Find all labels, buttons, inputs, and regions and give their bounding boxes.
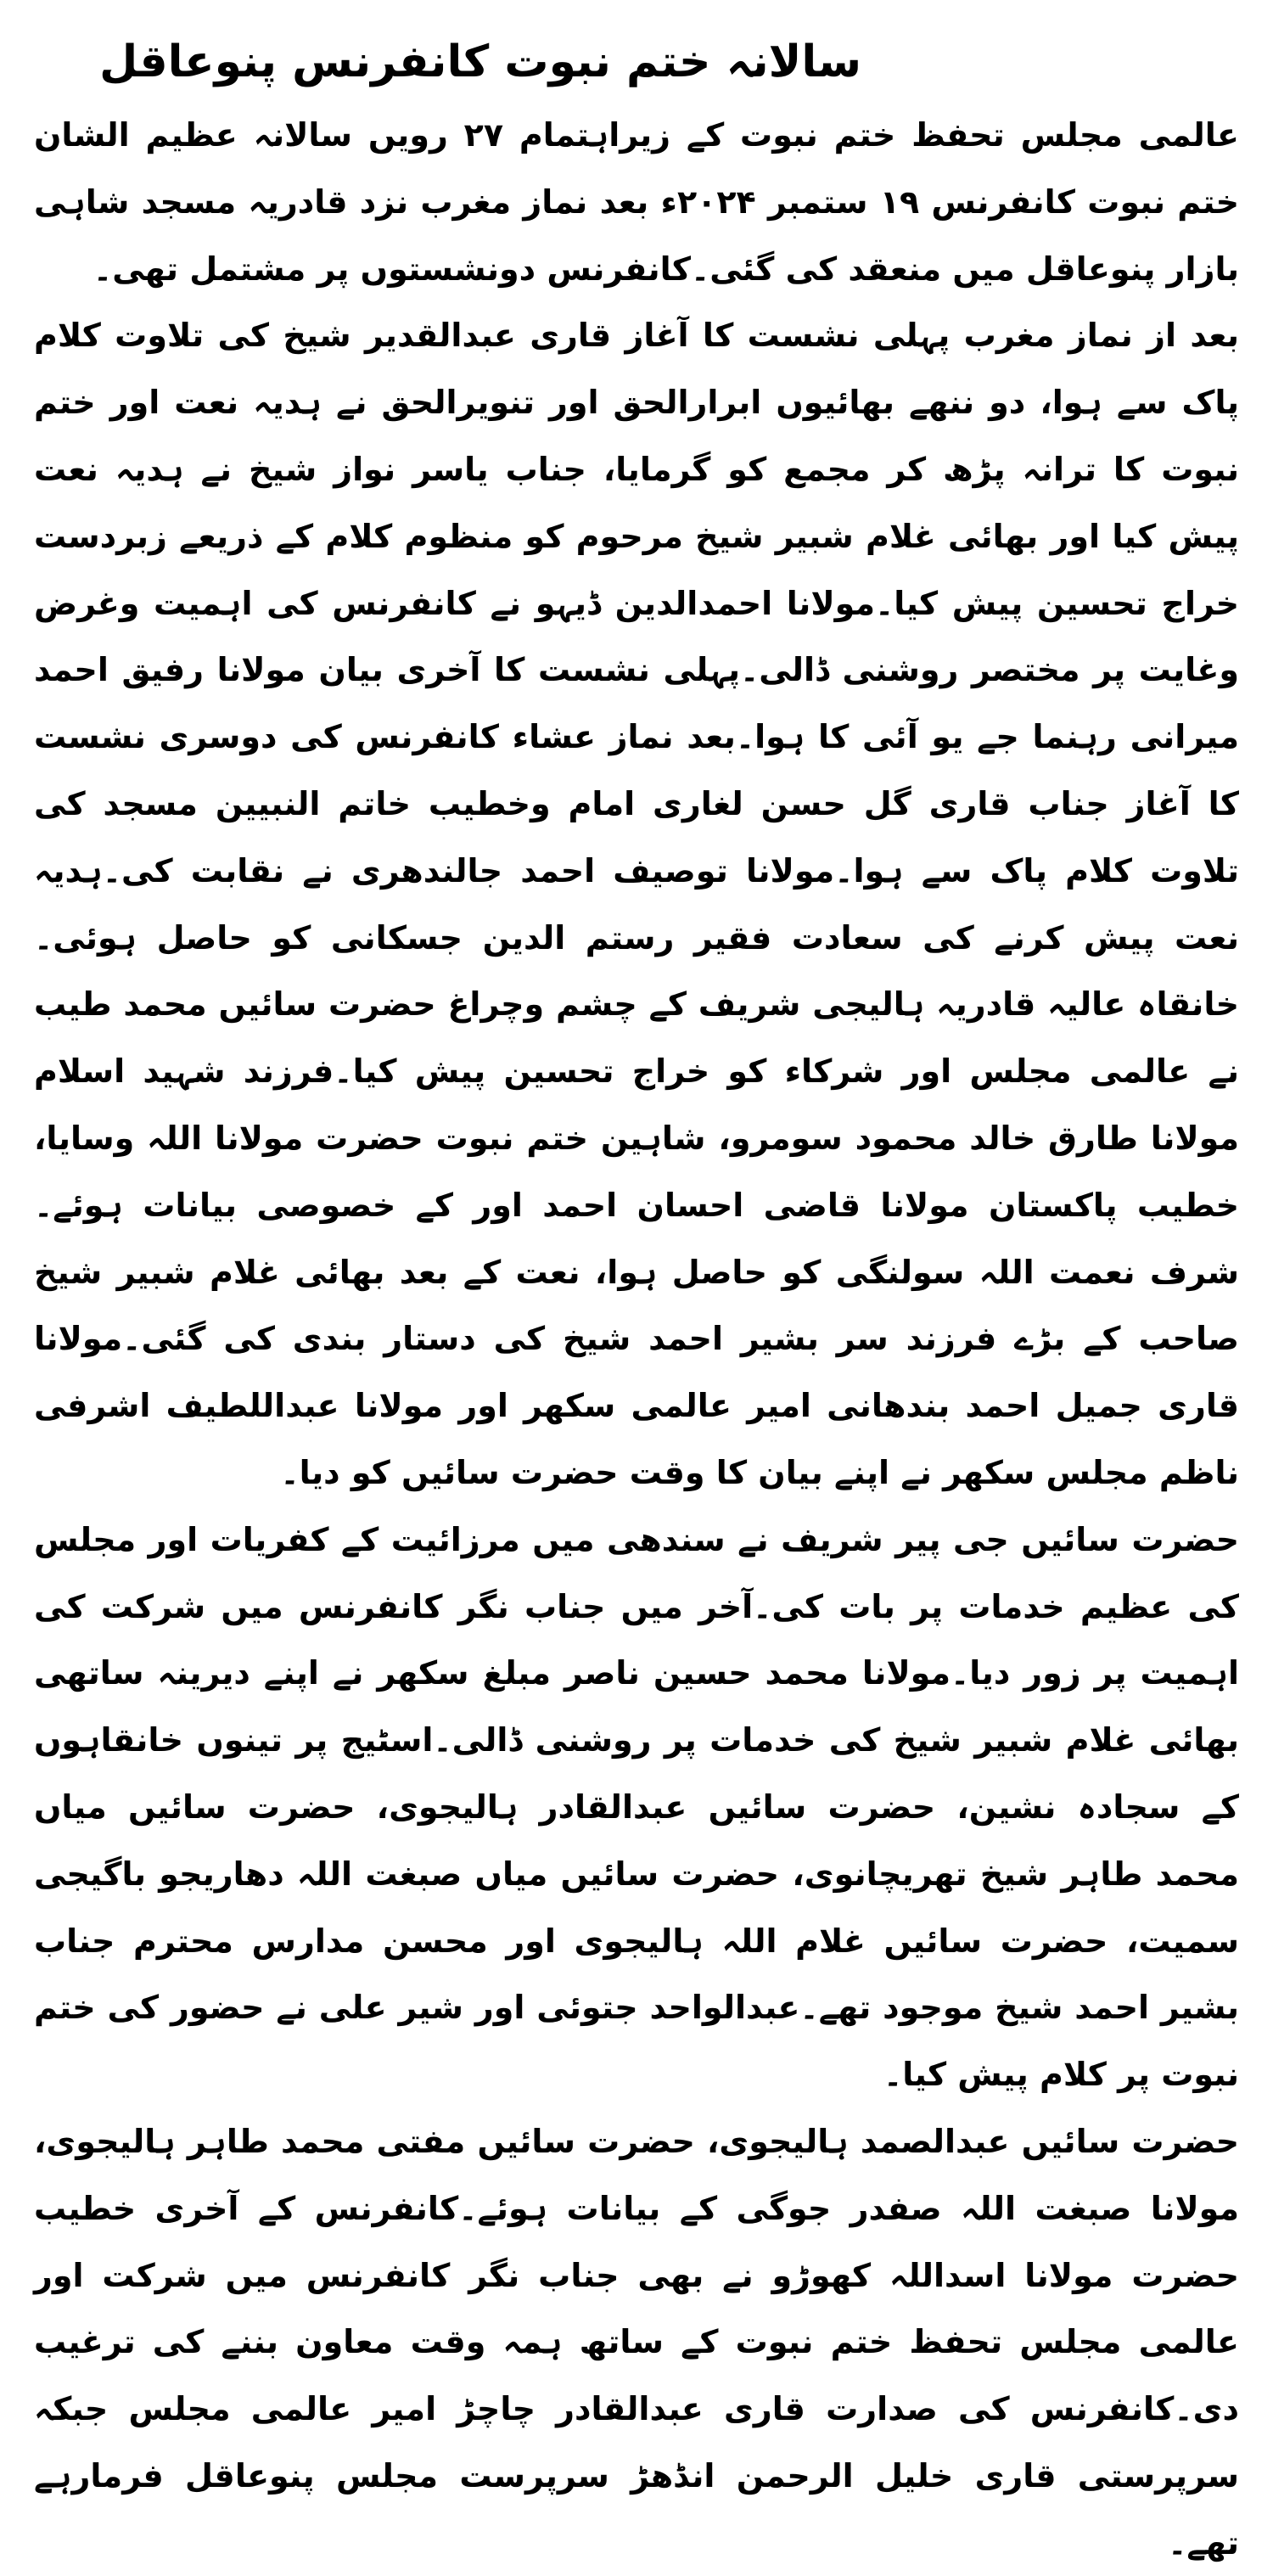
article-paragraph-1: عالمی مجلس تحفظ ختم نبوت کے زیراہتمام ۲۷ رویں سالانہ عظیم الشان ختم نبوت کانفرنس ۱۹ ستمبر ۲۰۲۴ء بعد نماز مغرب نزد قادریہ مسجد شاہی بازار پنوعاقل میں منعقد کی گئی۔کانفرنس دونشستوں پر مشتمل تھی۔ [34,116,1240,288]
article-paragraph-3: حضرت سائیں جی پیر شریف نے سندھی میں مرزائیت کے کفریات اور مجلس کی عظیم خدمات پر بات کی۔آخر میں جناب نگر کانفرنس میں شرکت کی اہمیت پر زور دیا۔مولانا محمد حسین ناصر مبلغ سکھر نے اپنے دیرینہ ساتھی بھائی غلام شبیر شیخ کی خدمات پر روشنی ڈالی۔اسٹیج پر تینوں خانقاہوں کے سجادہ نشین، حضرت سائیں عبدالقادر ہالیجوی، حضرت سائیں میاں محمد طاہر شیخ تھریچانوی، حضرت سائیں میاں صبغت اللہ دھاریجو باگیجی سمیت، حضرت سائیں غلام اللہ ہالیجوی اور محسن مدارس محترم جناب بشیر احمد شیخ موجود تھے۔عبدالواحد جتوئی اور شیر علی نے حضور کی ختم نبوت پر کلام پیش کیا۔ [34,1520,1239,2094]
news-article [34,34,1240,2562]
article-paragraph-4: حضرت سائیں عبدالصمد ہالیجوی، حضرت سائیں مفتی محمد طاہر ہالیجوی، مولانا صبغت اللہ صفدر جوگی کے بیانات ہوئے۔کانفرنس کے آخری خطیب حضرت مولانا اسداللہ کھوڑو نے بھی جناب نگر کانفرنس میں شرکت اور عالمی مجلس تحفظ ختم نبوت کے ساتھ ہمہ وقت معاون بننے کی ترغیب دی۔کانفرنس کی صدارت قاری عبدالقادر چاچڑ امیر عالمی مجلس جبکہ سرپرستی قاری خلیل الرحمن انڈھڑ سرپرست مجلس پنوعاقل فرمارہے تھے۔ [34,2122,1239,2562]
article-paragraph-2: بعد از نماز مغرب پہلی نشست کا آغاز قاری عبدالقدیر شیخ کی تلاوت کلام پاک سے ہوا، دو ننھے بھائیوں ابرارالحق اور تنویرالحق نے ہدیہ نعت اور ختم نبوت کا ترانہ پڑھ کر مجمع کو گرمایا، جناب یاسر نواز شیخ نے ہدیہ نعت پیش کیا اور بھائی غلام شبیر شیخ مرحوم کو منظوم کلام کے ذریعے زبردست خراج تحسین پیش کیا۔مولانا احمدالدین ڈیہو نے کانفرنس کی اہمیت وغرض وغایت پر مختصر روشنی ڈالی۔پہلی نشست کا آخری بیان مولانا رفیق احمد میرانی رہنما جے یو آئی کا ہوا۔بعد نماز عشاء کانفرنس کی دوسری نشست کا آغاز جناب قاری گل حسن لغاری امام وخطیب خاتم النبیین مسجد کی تلاوت کلام پاک سے ہوا۔مولانا توصیف احمد جالندھری نے نقابت کی۔ہدیہ نعت پیش کرنے کی سعادت فقیر رستم الدین جسکانی کو حاصل ہوئی۔خانقاہ عالیہ قادریہ ہالیجی شریف کے چشم وچراغ حضرت سائیں محمد طیب نے عالمی مجلس اور شرکاء کو خراج تحسین پیش کیا۔فرزند شہید اسلام مولانا طارق خالد محمود سومرو، شاہین ختم نبوت حضرت مولانا اللہ وسایا، خطیب پاکستان مولانا قاضی احسان احمد اور کے خصوصی بیانات ہوئے۔شرف نعمت اللہ سولنگی کو حاصل ہوا، نعت کے بعد بھائی غلام شبیر شیخ صاحب کے بڑے فرزند سر بشیر احمد شیخ کی دستار بندی کی گئی۔مولانا قاری جمیل احمد بندھانی امیر عالمی سکھر اور مولانا عبداللطیف اشرفی ناظم مجلس سکھر نے اپنے بیان کا وقت حضرت سائیں کو دیا۔ [34,317,1239,1491]
article-title: سالانہ ختم نبوت کانفرنس پنوعاقل [99,36,861,87]
